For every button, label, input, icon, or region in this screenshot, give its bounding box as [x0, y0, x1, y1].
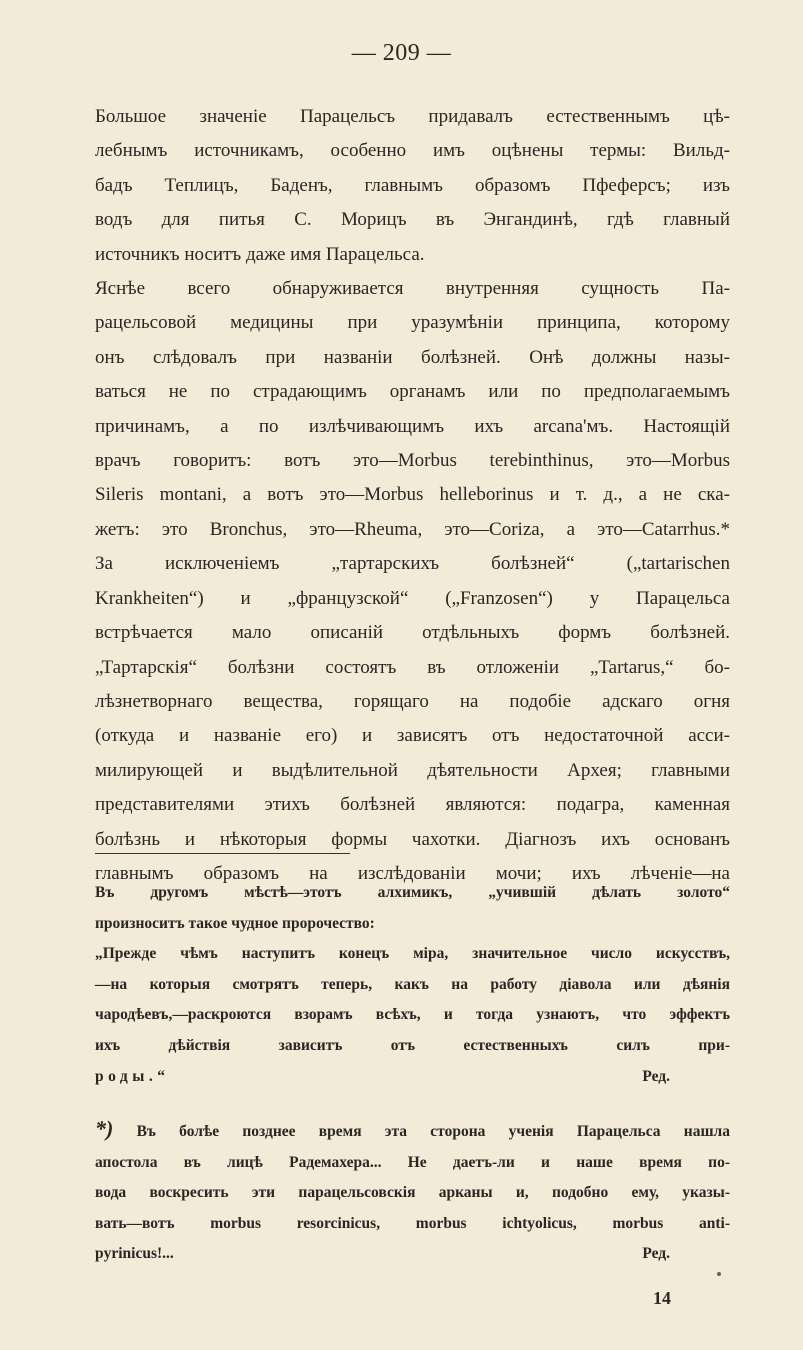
text-line: лебнымъ источникамъ, особенно имъ оцѣнены термы: Вильд- — [95, 140, 730, 162]
text-line: водъ для питья С. Морицъ въ Энгандинѣ, гдѣ главный — [95, 209, 730, 231]
text-line: Sileris montani, а вотъ это—Morbus helleborinus и т. д., а не ска- — [95, 484, 730, 506]
text-line: (откуда и названiе его) и зависятъ отъ недостаточной асси- — [95, 725, 730, 747]
footnote-line: апостола въ лицѣ Радемахера... Не даетъ-ли и наше время по- — [95, 1153, 730, 1171]
footnote-line: ихъ дѣйствiя зависитъ отъ естественныхъ силъ при- — [95, 1036, 730, 1054]
main-text — [95, 100, 730, 891]
footnote-line-text: Въ болѣе позднее время эта сторона ученiя Парацельса нашла — [136, 1123, 730, 1140]
text-line: Большое значенiе Парацельсъ придавалъ естественнымъ цѣ- — [95, 106, 730, 127]
footnote-line — [95, 1114, 730, 1148]
text-line: жетъ: это Bronchus, это—Rheuma, это—Coriza, а это—Catarrhus.* — [95, 518, 730, 540]
paragraph-start-line — [95, 272, 730, 306]
editor-signature: Ред. — [642, 1245, 670, 1263]
footnote-line: произноситъ такое чудное пророчество: — [95, 914, 375, 932]
footnote-mark: *) — [95, 1116, 114, 1141]
text-line: болѣзнь и нѣкоторыя формы чахотки. Дiагнозъ ихъ основанъ — [95, 828, 730, 850]
footnote-line: pyrinicus!... — [95, 1245, 174, 1263]
footnote-line: „Прежде чѣмъ наступитъ конецъ мiра, значительное число искусствъ, — [95, 945, 730, 963]
text-line: источникъ носитъ даже имя Парацельса. — [95, 243, 425, 265]
footnote-line: чародѣевъ,—раскроются взорамъ всѣхъ, и тогда узнаютъ, что эффектъ — [95, 1006, 730, 1024]
footnote-line: Въ другомъ мѣстѣ—этотъ алхимикъ, „учившiй дѣлать золото“ — [95, 884, 730, 901]
text-line: онъ слѣдовалъ при названiи болѣзней. Онѣ должны назы- — [95, 346, 730, 368]
ink-speck — [717, 1272, 721, 1276]
text-line: главнымъ образомъ на изслѣдованiи мочи; ихъ лѣченiе—на — [95, 862, 730, 884]
footnote-signature-row — [95, 1062, 730, 1093]
text-line: ваться не по страдающимъ органамъ или по предполагаемымъ — [95, 381, 730, 403]
text-line: представителями этихъ болѣзней являются: подагра, каменная — [95, 794, 730, 816]
footnote-line: —на которыя смотрятъ теперь, какъ на работу дiавола или дѣянiя — [95, 975, 730, 993]
text-line: врачъ говоритъ: вотъ это—Morbus terebinthinus, это—Morbus — [95, 450, 730, 472]
text-line: За исключенiемъ „тартарскихъ болѣзней“ („tartarischen — [95, 553, 730, 575]
footnote-divider — [95, 853, 350, 854]
text-line: Яснѣе всего обнаруживается внутренняя сущность Па- — [95, 278, 730, 300]
text-line: встрѣчается мало описанiй отдѣльныхъ формъ болѣзней. — [95, 622, 730, 644]
text-line: „Тартарскiя“ болѣзни состоятъ въ отложенiи „Tartarus,“ бо- — [95, 656, 730, 678]
footnote-line: вода воскресить эти парацельсовскiя арканы и, подобно ему, указы- — [95, 1184, 730, 1202]
text-line: рацельсовой медицины при уразумѣнiи принципа, которому — [95, 312, 730, 334]
footnote-2 — [95, 1114, 730, 1270]
editor-signature: Ред. — [642, 1067, 670, 1085]
text-line: милирующей и выдѣлительной дѣятельности Архея; главными — [95, 759, 730, 781]
footnote-signature-row — [95, 1239, 730, 1270]
text-line: Krankheiten“) и „французской“ („Franzosen“) у Парацельса — [95, 587, 730, 609]
text-line: бадъ Теплицъ, Баденъ, главнымъ образомъ Пфеферсъ; изъ — [95, 174, 730, 196]
signature-number: 14 — [653, 1288, 671, 1308]
page-number: — 209 — — [351, 40, 452, 66]
footnote-1 — [95, 878, 730, 1092]
text-line: причинамъ, а по излѣчивающимъ ихъ arcana'мъ. Настоящiй — [95, 415, 730, 437]
footnote-line: вать—вотъ morbus resorcinicus, morbus ichtyolicus, morbus anti- — [95, 1214, 730, 1232]
footnote-line: роды.“ — [95, 1067, 170, 1085]
text-line: лѣзнетворнаго вещества, горящаго на подобiе адскаго огня — [95, 690, 730, 712]
